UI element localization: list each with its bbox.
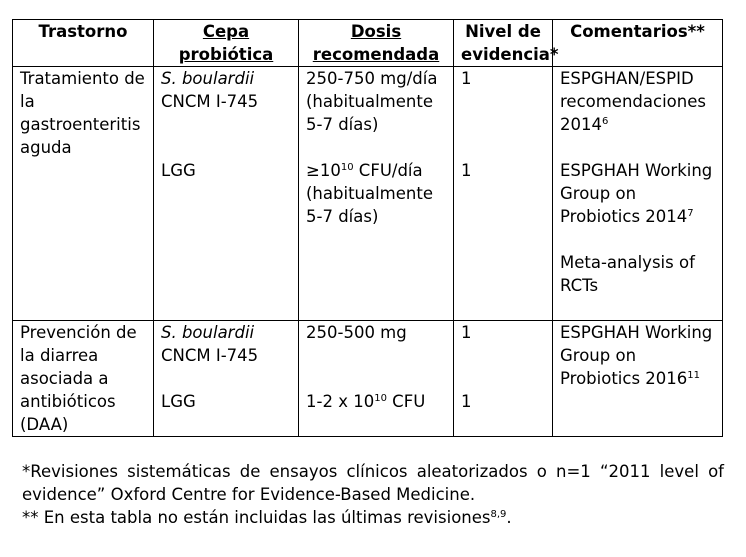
cell-trastorno: Prevención de la diarrea asociada a antibióticos (DAA)	[13, 321, 154, 437]
cell-comentarios: ESPGHAN/ESPID recomendaciones 2014$^6$ ESPGHAH Working Group on Probiotics 2014$^7$ Meta-analysis of RCTs	[553, 67, 723, 321]
cell-cepa: S. boulardii CNCM I-745 LGG	[154, 67, 299, 321]
cell-nivel: 1 1	[454, 321, 553, 437]
cell-comentarios: ESPGHAH Working Group on Probiotics 2016$^{11}$	[553, 321, 723, 437]
cell-nivel: 1 1	[454, 67, 553, 321]
cell-dosis: 250-500 mg 1-2 x $10^{10}$ CFU	[299, 321, 454, 437]
cell-trastorno: Tratamiento de la gastroenteritis aguda	[13, 67, 154, 321]
probiotics-table	[12, 19, 723, 437]
footnotes	[22, 460, 724, 529]
cell-dosis: 250-750 mg/día (habitualmente 5-7 días) $\ge 10^{10}$ CFU/día (habitualmente 5-7 días)	[299, 67, 454, 321]
header-row	[13, 20, 723, 67]
header-nivel: Nivel de evidencia*	[454, 20, 553, 67]
table-row	[13, 67, 723, 321]
header-comentarios: Comentarios**	[553, 20, 723, 67]
header-dosis: Dosis recomendada	[299, 20, 454, 67]
footnote-2: ** En esta tabla no están incluidas las últimas revisiones$^{8,9}$.	[22, 508, 512, 527]
footnote-1: *Revisiones sistemáticas de ensayos clínicos aleatorizados o n=1 “2011 level of evidence” Oxford Centre for Evidence-Based Medicine.	[22, 462, 724, 504]
cell-cepa: S. boulardii CNCM I-745 LGG	[154, 321, 299, 437]
header-cepa: Cepa probiótica	[154, 20, 299, 67]
table-row	[13, 321, 723, 437]
header-trastorno: Trastorno	[13, 20, 154, 67]
